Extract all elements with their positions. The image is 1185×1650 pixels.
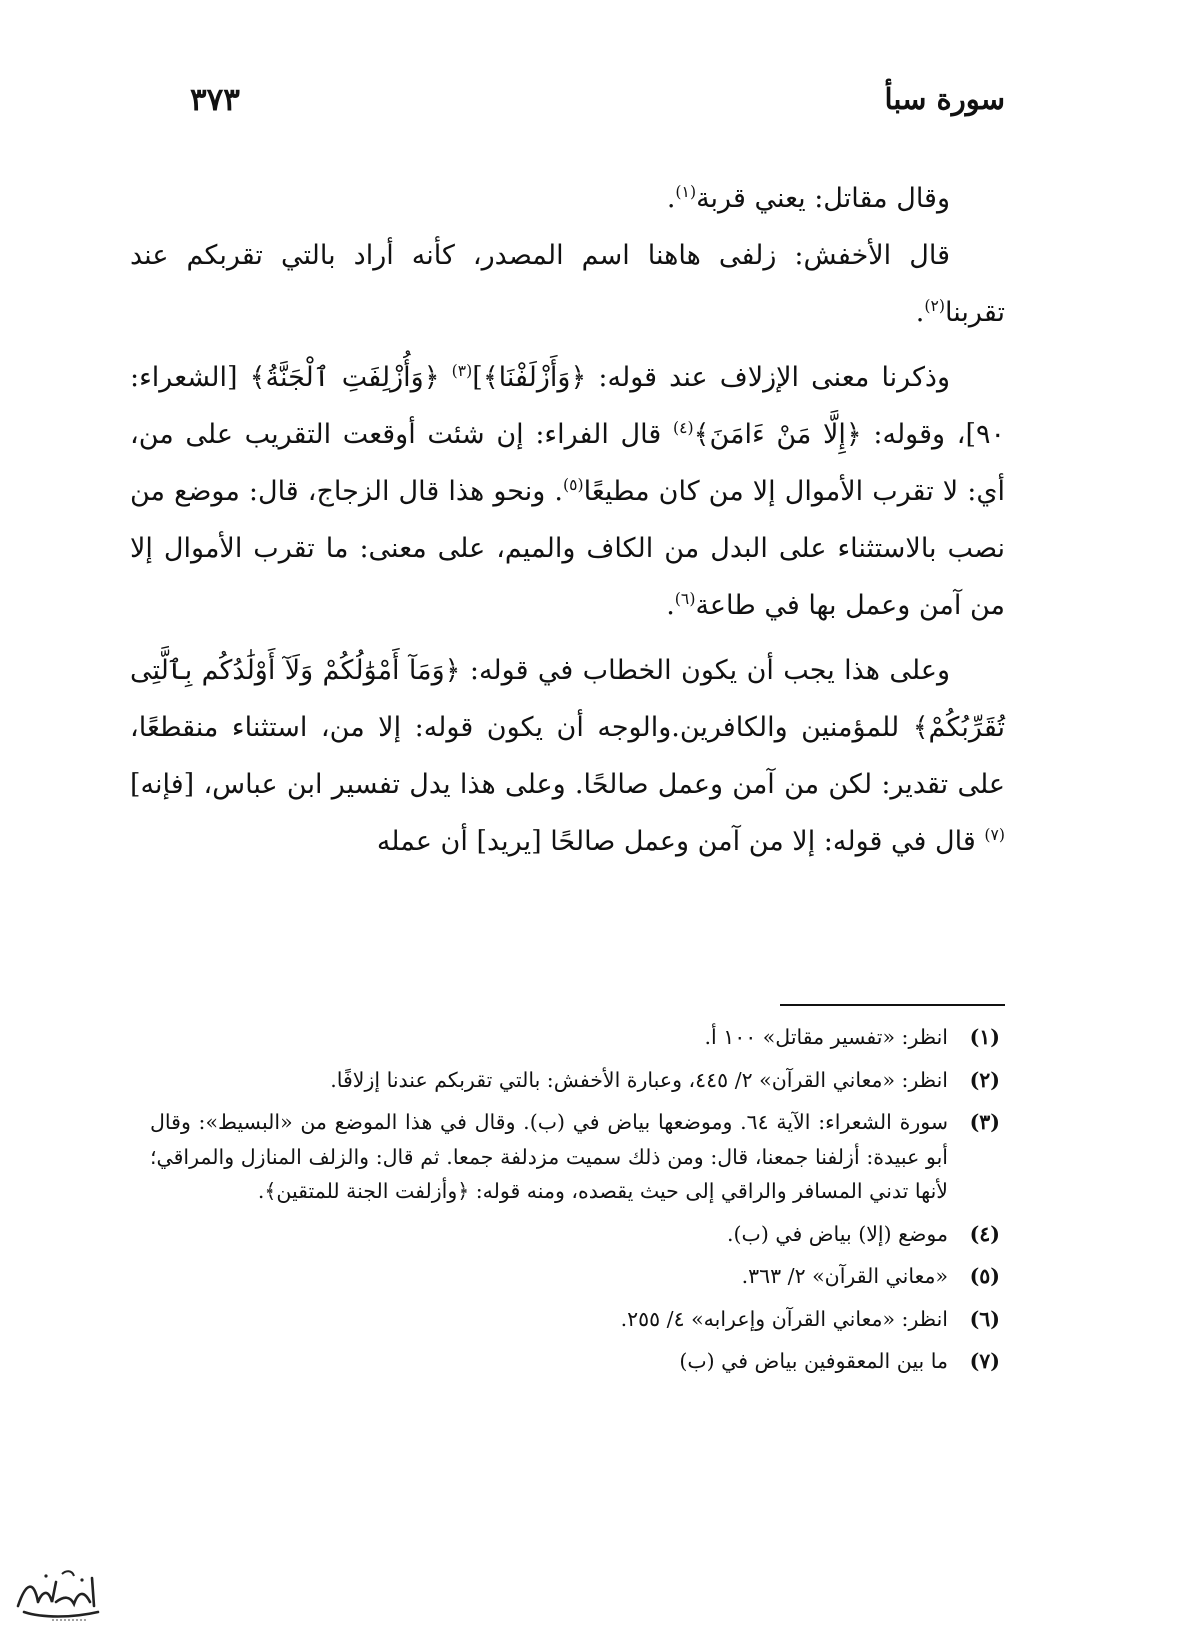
footnote-number: (١) [969,1025,1000,1049]
footnote-text: انظر: «تفسير مقاتل» ١٠٠ أ. [704,1025,948,1049]
footnote-number: (٣) [969,1110,1000,1134]
page-header [190,82,1005,126]
paragraph-3-text-a: وذكرنا معنى الإزلاف عند قوله: ﴿وَأَزْلَفْنَا﴾] [472,362,950,393]
paragraph-4-text-b: قال في قوله: إلا من آمن وعمل صالحًا [يريد] أن عمله [376,826,985,857]
footnote-7 [150,1344,1000,1379]
footnote-number: (٦) [969,1306,1000,1331]
footnote-text: سورة الشعراء: الآية ٦٤. وموضعها بياض في (ب). وقال في هذا الموضع من «البسيط»: وقال أبو عبيدة: أزلفنا جمعنا، قال: ومن ذلك سميت مزدلفة جمعا. ثم قال: والزلف المنازل والمراقي؛ لأنها تدني المسافر والراقي إلى حيث يقصده، ومنه قوله: ﴿وأزلفت الجنة للمتقين﴾. [150,1110,948,1203]
calligraphy-logo-graphic [12,1562,104,1624]
paragraph-3-text-d: . ونحو هذا قال الزجاج، قال: موضع من نصب بالاستثناء على البدل من الكاف والميم، على معنى: ما تقرب الأموال إلا من آمن وعمل بها في طاعة [130,476,1005,621]
footnote-ref-3: (٣) [451,361,473,380]
footnote-6 [150,1302,1000,1337]
paragraph-3: وذكرنا معنى الإزلاف عند قوله: ﴿وَأَزْلَفْنَا﴾]$^{(٣)}$ ﴿وَأُزْلِفَتِ ٱلْجَنَّةُ﴾ [الشعراء: ٩٠]، وقوله: ﴿إِلَّا مَنْ ءَامَنَ﴾$^{(٤)}$ قال الفراء: إن شئت أوقعت التقريب على من، أي: لا تقرب الأموال إلا من كان مطيعًا$^{(٥)}$. ونحو هذا قال الزجاج، قال: موضع من نصب بالاستثناء على البدل من الكاف والميم، على معنى: ما تقرب الأموال إلا من آمن وعمل بها في طاعة$^{(٦)}$. [130,361,1006,621]
footnote-2 [150,1063,1000,1098]
main-text [130,170,1005,870]
footnote-text: ما بين المعقوفين بياض في (ب) [679,1349,948,1373]
paragraph-4-text-a: وعلى هذا يجب أن يكون الخطاب في قوله: ﴿وَمَآ أَمْوَٰلُكُمْ وَلَآ أَوْلَٰدُكُم بِٱلَّتِى تُقَرِّبُكُمْ﴾ للمؤمنين والكافرين.والوجه أن يكون قوله: إلا من، استثناء منقطعًا، على تقدير: لكن من آمن وعمل صالحًا. وعلى هذا يدل تفسير ابن عباس، [فإنه] [130,655,1005,800]
footnote-ref-5: (٥) [562,475,584,494]
footnote-number: (٤) [969,1221,1000,1246]
footnote-ref-6: (٦) [674,589,696,608]
footnote-text: انظر: «معاني القرآن» ٢/ ٤٤٥، وعبارة الأخفش: بالتي تقربكم عندنا إزلافًا. [330,1067,948,1092]
footnote-5 [150,1259,1000,1294]
paragraph-2: قال الأخفش: زلفى هاهنا اسم المصدر، كأنه أراد بالتي تقربكم عند تقربنا$^{(٢)}$. [130,240,1005,328]
paragraph-1-text: وقال مقاتل: يعني قربة [696,183,950,214]
footnote-ref-7: (٧) [984,825,1005,844]
paragraph-2-text: قال الأخفش: زلفى هاهنا اسم المصدر، كأنه أراد بالتي تقربكم عند تقربنا [130,240,1005,328]
calligraphy-logo-icon [12,1562,104,1624]
paragraph-1: وقال مقاتل: يعني قربة$^{(١)}$. [666,182,950,214]
footnote-number: (٢) [969,1067,1000,1092]
footnote-text: «معاني القرآن» ٢/ ٣٦٣. [741,1264,948,1288]
footnote-text: انظر: «معاني القرآن وإعرابه» ٤/ ٢٥٥. [620,1306,948,1331]
paragraph-3-text-c: قال الفراء: إن شئت أوقعت التقريب على من، أي: لا تقرب الأموال إلا من كان مطيعًا [130,419,1005,507]
footnote-1 [150,1020,1000,1055]
footnote-number: (٥) [969,1264,1000,1288]
footnote-ref-1: (١) [675,182,697,201]
footnote-3 [150,1105,1000,1209]
footnote-number: (٧) [969,1349,1000,1373]
footnote-separator [780,1004,1005,1006]
footnotes [150,1020,1000,1387]
chapter-title: سورة سبأ [884,82,1005,116]
paragraph-4 [130,642,1005,870]
page-number: ٣٧٣ [190,82,240,118]
footnote-text: موضع (إلا) بياض في (ب). [727,1221,948,1246]
footnote-ref-2: (٢) [924,296,946,315]
footnote-ref-4: (٤) [672,418,694,437]
paragraph-3-text-b: ﴿وَأُزْلِفَتِ ٱلْجَنَّةُ﴾ [الشعراء: ٩٠]، وقوله: ﴿إِلَّا مَنْ ءَامَنَ﴾ [130,362,1006,450]
footnote-4 [150,1217,1000,1252]
